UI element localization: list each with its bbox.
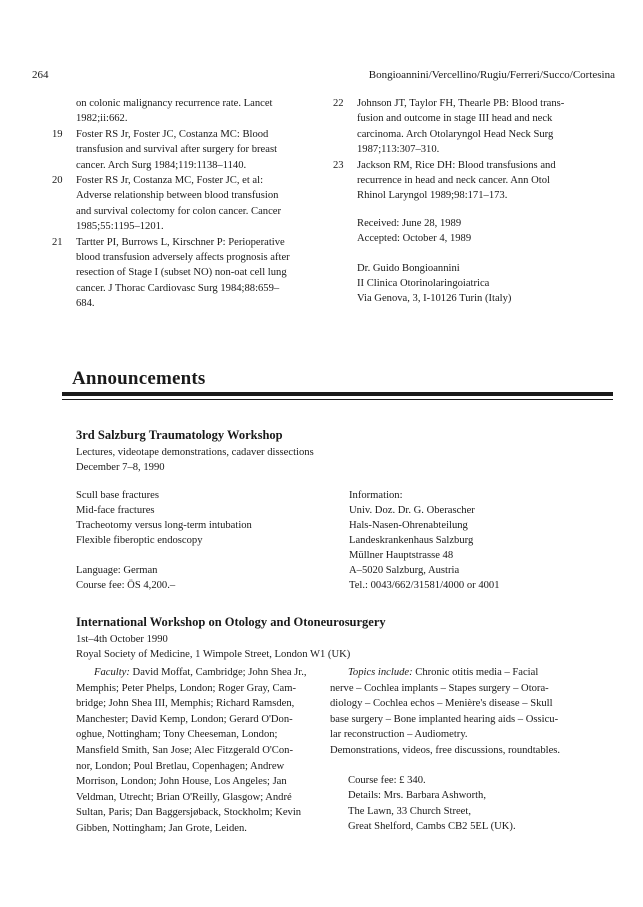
salzburg-information: Information: Univ. Doz. Dr. G. Oberascher Hals-Nasen-Ohrenabteilung Landeskrankenhaus Salzburg Müllner Hauptstrasse 48 A–5020 Salzburg, Austria Tel.: 0043/662/31581/4000 or 4001 (349, 490, 500, 591)
faculty-label: Faculty: (94, 667, 130, 678)
heading-rule-thick (62, 392, 613, 396)
salzburg-title: 3rd Salzburg Traumatology Workshop (76, 428, 283, 442)
page-number: 264 (32, 69, 49, 81)
received-dates (333, 216, 611, 247)
otology-title: International Workshop on Otology and Otoneurosurgery (76, 615, 386, 629)
received-date: Received: June 28, 1989 (357, 217, 462, 229)
topics-label: Topics include: (348, 667, 413, 678)
otology-dates: 1st–4th October 1990 (76, 634, 168, 645)
salzburg-announcement (76, 427, 596, 475)
reference-item: 23 Jackson RM, Rice DH: Blood transfusions and recurrence in head and neck cancer. Ann Otol Rhinol Laryngol 1989;98:171–173. (333, 159, 556, 202)
salzburg-dates: December 7–8, 1990 (76, 462, 165, 473)
reference-item: 20 Foster RS Jr, Costanza MC, Foster JC, et al: Adverse relationship between blood transfusion and survival colectomy for colon cancer. Cancer 1985;55:1195–1201. (52, 175, 282, 233)
otology-contact: Course fee: £ 340. Details: Mrs. Barbara Ashworth, The Lawn, 33 Church Street, Great Shelford, Cambs CB2 5EL (UK). (330, 773, 594, 835)
otology-fee: Course fee: £ 340. (348, 774, 426, 786)
salzburg-subtitle: Lectures, videotape demonstrations, cadaver dissections (76, 447, 314, 458)
reference-item: 19 Foster RS Jr, Foster JC, Costanza MC: Blood transfusion and survival after surgery for breast cancer. Arch Surg 1984;119:1138–1140. (52, 128, 278, 171)
references-right-column (333, 96, 611, 307)
heading-rule-thin (62, 399, 613, 400)
reference-item: on colonic malignancy recurrence rate. Lancet 1982;ii:662. (76, 98, 273, 125)
otology-announcement (76, 614, 596, 662)
announcements-heading: Announcements (72, 368, 206, 389)
otology-topics: Topics include: Chronic otitis media – Facial nerve – Cochlea implants – Stapes surgery – Otora- diology – Cochlea echos – Menière's disease – Skull base surgery – Bone implanted hearing aids – Ossicu- lar reconstruction – Audiometry. Demonstrations, videos, free discussions, roundtables. Course fee: £ 340. Details: Mrs. Barbara Ashworth, The Lawn, 33 Church Street, Great Shelford, Cambs CB2 5EL (UK). (330, 665, 594, 835)
running-authors: Bongioannini/Vercellino/Rugiu/Ferreri/Succo/Cortesina (368, 69, 615, 81)
salzburg-fee: Course fee: ÖS 4,200.– (76, 580, 176, 591)
correspondence-address: Dr. Guido Bongioannini II Clinica Otorinolaringoiatrica Via Genova, 3, I-10126 Turin (Italy) (357, 262, 512, 305)
reference-item: 21 Tartter PI, Burrows L, Kirschner P: Perioperative blood transfusion adversely affects prognosis after resection of Stage I (subset NO) non-oat cell lung cancer. J Thorac Cardiovasc Surg 1984;88:659– 684. (52, 236, 290, 310)
references-left-column (52, 96, 320, 312)
reference-item: 22 Johnson JT, Taylor FH, Thearle PB: Blood trans- fusion and outcome in stage III head and neck carcinoma. Arch Otolaryngol Head Neck Surg 1987;113:307–310. (333, 98, 565, 156)
accepted-date: Accepted: October 4, 1989 (357, 233, 472, 245)
otology-venue: Royal Society of Medicine, 1 Wimpole Street, London W1 (UK) (76, 649, 351, 660)
salzburg-language: Language: German (76, 565, 158, 576)
salzburg-topics: Scull base fractures Mid-face fractures Tracheotomy versus long-term intubation Flexible fiberoptic endoscopy Language: German Course fee: ÖS 4,200.– (76, 488, 326, 593)
otology-faculty: Faculty: David Moffat, Cambridge; John Shea Jr., Memphis; Peter Phelps, London; Roger Gray, Cam- bridge; John Shea III, Memphis; Richard Ramsden, Manchester; David Kemp, London; Gerard O'Don- oghue, Nottingham; Tony Cheeseman, London; Mansfield Smith, San Jose; Alec Fitzgerald O'Con- nor, London; Poul Bretlau, Copenhagen; Andrew Morrison, London; John House, Los Angeles; Jan Veldman, Utrecht; Brian O'Reilly, Glasgow; André Sultan, Paris; Dan Baggersjøback, Stockholm; Kevin Gibben, Nottingham; Jan Grote, Leiden. (76, 667, 307, 834)
